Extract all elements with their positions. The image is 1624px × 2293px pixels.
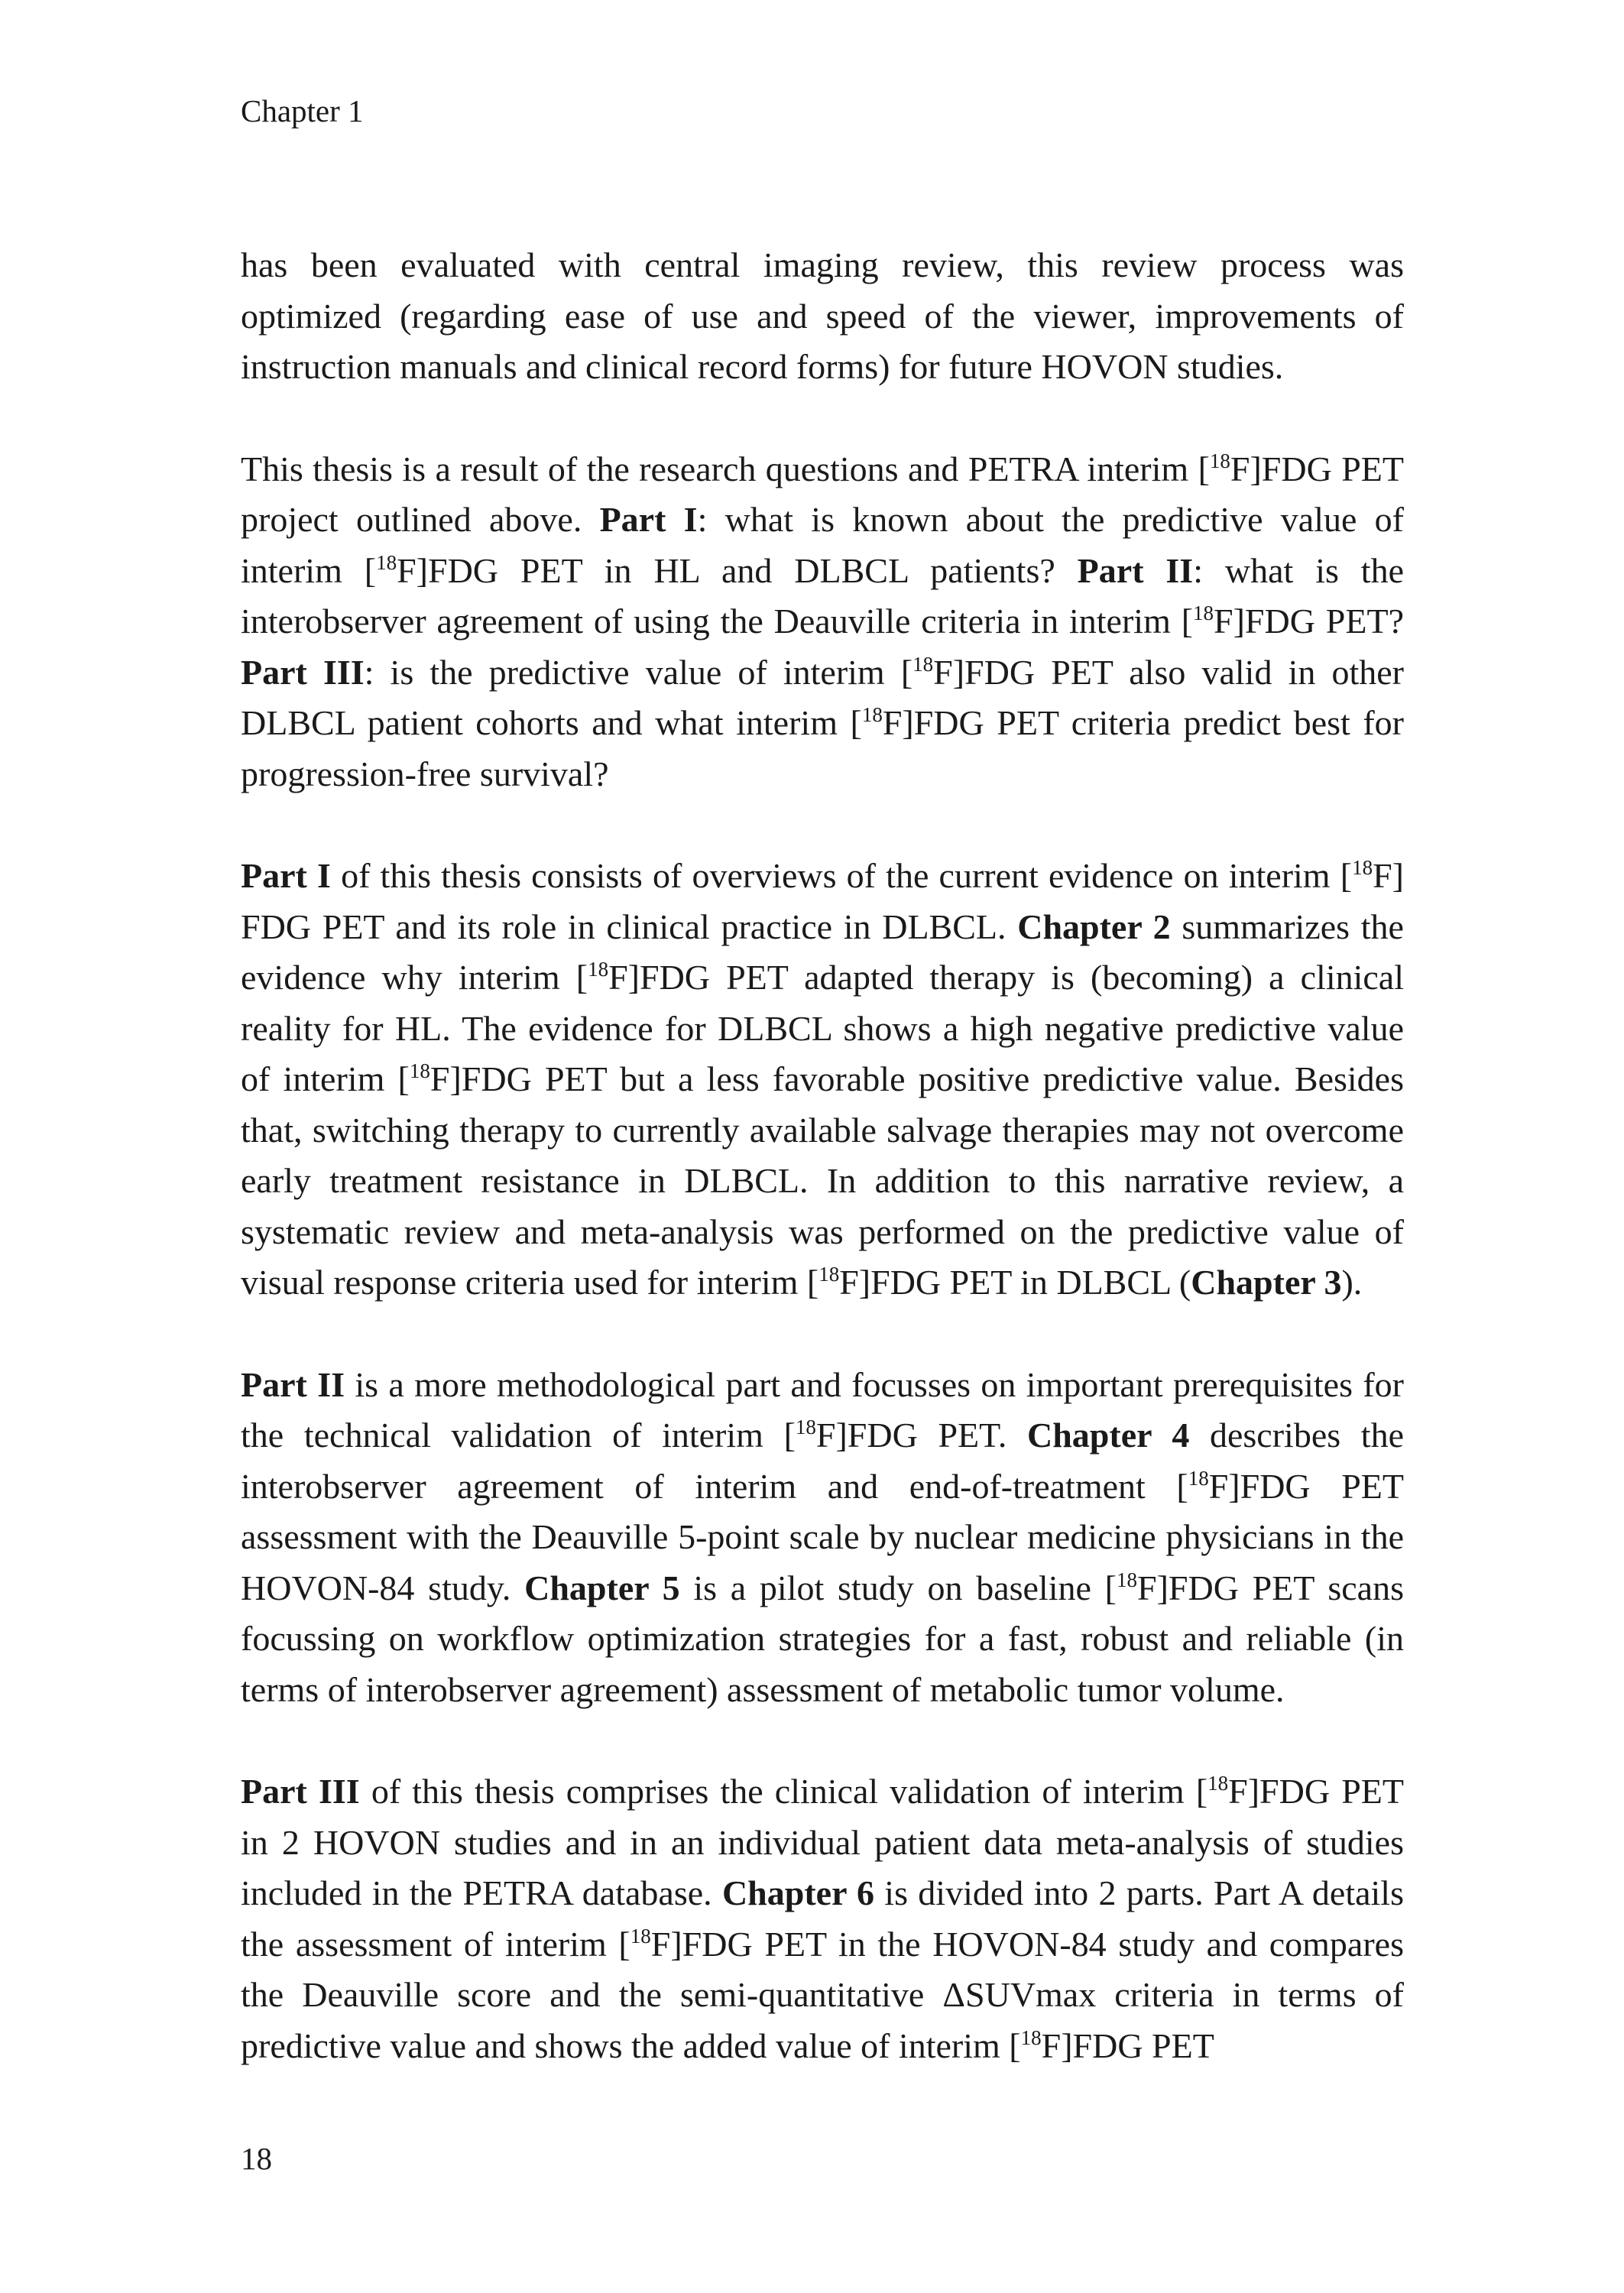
text-run: of this thesis consists of overviews of the current evidence on interim [: [330, 856, 1353, 895]
text-run: F]FDG PET in 2 HOVON studies and in an individual patient data meta-analysis of studies included in the PETRA database.: [241, 1772, 1404, 1912]
body-text: [241, 240, 1404, 2071]
superscript: 18: [795, 1416, 816, 1438]
bold-term: Part III: [241, 1772, 360, 1811]
text-run: ).: [1341, 1263, 1363, 1302]
bold-term: Part II: [1077, 550, 1194, 590]
paragraph-4: [241, 1360, 1404, 1716]
text-run: of this thesis comprises the clinical validation of interim [: [359, 1772, 1208, 1811]
superscript: 18: [1209, 449, 1230, 472]
bold-term: Part I: [599, 500, 698, 539]
superscript: 18: [1207, 1772, 1229, 1795]
bold-term: Part III: [241, 652, 365, 692]
superscript: 18: [630, 1924, 651, 1948]
text-run: describes the interobserver agreement of interim and end-of-treatment [: [241, 1416, 1404, 1506]
text-run: F]FDG PET but a less favorable positive predictive value. Besides that, switching therapy to currently available salvage therapies may not overcome early treatment resistance in DLBCL. In addition to this narrative review, a systematic review and meta-analysis was performed on the predictive value of visual response criteria used for interim [: [241, 1059, 1404, 1302]
text-run: F]FDG PET?: [1214, 602, 1404, 641]
text-run: : what is the interobserver agreement of using the Deauville criteria in interim [: [241, 550, 1405, 641]
text-run: F]FDG PET criteria predict best for progression-free survival?: [241, 703, 1404, 793]
text-run: is a more methodological part and focusses on important prerequisites for the technical validation of interim [: [241, 1364, 1404, 1455]
text-run: is divided into 2 parts. Part A details the assessment of interim [: [241, 1873, 1404, 1964]
paragraph-5: [241, 1766, 1404, 2071]
superscript: 18: [376, 550, 397, 574]
page-number: 18: [241, 2141, 272, 2176]
bold-term: Chapter 2: [1017, 906, 1171, 946]
bold-term: Chapter 4: [1026, 1416, 1190, 1455]
superscript: 18: [1193, 602, 1214, 624]
text-run: F]FDG PET assessment with the Deauville 5-point scale by nuclear medicine physicians in the HOVON-84 study.: [241, 1466, 1404, 1607]
text-run: : what is known about the predictive value of interim [: [241, 500, 1404, 590]
text-run: F]FDG PET: [1041, 2025, 1214, 2065]
text-run: F] FDG PET and its role in clinical practice in DLBCL.: [241, 856, 1404, 946]
superscript: 18: [861, 703, 883, 726]
bold-term: Chapter 3: [1191, 1263, 1342, 1302]
text-run: summarizes the evidence why interim [: [241, 906, 1404, 997]
paragraph-1: [241, 240, 1404, 393]
text-run: F]FDG PET in DLBCL (: [839, 1263, 1191, 1302]
text-run: is a pilot study on baseline [: [679, 1568, 1117, 1607]
text-run: F]FDG PET in the HOVON-84 study and compares the Deauville score and the semi-quantitative ΔSUVmax criteria in terms of predictive value and shows the added value of interim [: [241, 1924, 1404, 2065]
running-head: Chapter 1: [241, 93, 364, 128]
superscript: 18: [1116, 1568, 1137, 1591]
text-run: F]FDG PET in HL and DLBCL patients?: [397, 550, 1078, 590]
text-run: F]FDG PET project outlined above.: [241, 449, 1404, 539]
superscript: 18: [588, 958, 609, 981]
text-run: This thesis is a result of the research questions and PETRA interim [: [241, 449, 1210, 488]
superscript: 18: [1020, 2025, 1042, 2049]
superscript: 18: [818, 1263, 840, 1286]
paragraph-2: [241, 444, 1404, 800]
superscript: 18: [409, 1059, 430, 1082]
text-run: has been evaluated with central imaging review, this review process was optimized (regarding ease of use and speed of the viewer, improvements of instruction manuals and clinical record forms) for future HOVON studies.: [241, 245, 1404, 386]
paragraph-3: [241, 851, 1404, 1309]
bold-term: Part II: [241, 1364, 345, 1404]
bold-term: Part I: [241, 856, 331, 895]
superscript: 18: [1188, 1466, 1209, 1490]
text-run: F]FDG PET.: [815, 1416, 1027, 1455]
text-run: : is the predictive value of interim [: [364, 652, 913, 692]
text-run: F]FDG PET adapted therapy is (becoming) a clinical reality for HL. The evidence for DLBCL shows a high negative predictive value of interim [: [241, 958, 1405, 1098]
text-run: F]FDG PET scans focussing on workflow optimization strategies for a fast, robust and reliable (in terms of interobserver agreement) assessment of metabolic tumor volume.: [241, 1568, 1404, 1709]
bold-term: Chapter 6: [721, 1873, 874, 1912]
superscript: 18: [912, 652, 934, 676]
text-run: F]FDG PET also valid in other DLBCL patient cohorts and what interim [: [241, 652, 1404, 742]
superscript: 18: [1352, 856, 1373, 879]
bold-term: Chapter 5: [524, 1568, 680, 1607]
